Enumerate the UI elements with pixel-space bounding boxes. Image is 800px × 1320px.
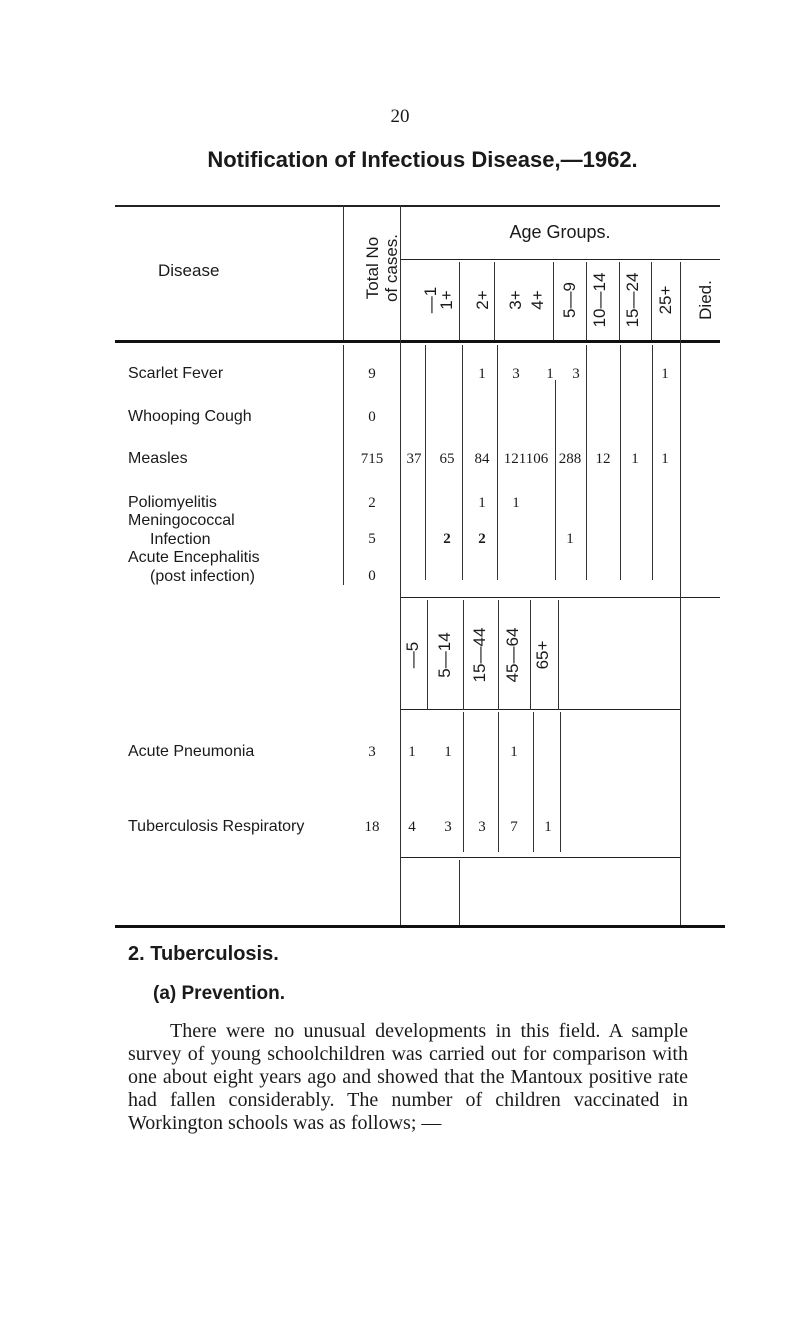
row-label: Acute Pneumonia (128, 743, 255, 760)
col-rule (651, 262, 652, 340)
header-bottom-rule (115, 340, 720, 343)
disease-header: Disease (158, 261, 220, 280)
age-cell: 84 (474, 451, 490, 467)
total-cell: 5 (368, 531, 376, 547)
col-header: 4+ (528, 290, 547, 310)
age-cell: 1 (544, 819, 552, 835)
total-cell: 0 (368, 568, 376, 584)
col-rule (530, 600, 531, 710)
age-cell: 1 (408, 744, 416, 760)
col-rule (498, 600, 499, 710)
age-cell: 121 (503, 451, 527, 467)
page-number: 20 (390, 106, 410, 127)
table-bottom-rule (115, 925, 725, 928)
col-rule (558, 600, 559, 710)
age-cell: 288 (558, 451, 582, 467)
col-header: 15—44 (470, 627, 489, 683)
col-header: 45—64 (503, 627, 522, 683)
total-cell: 3 (368, 744, 376, 760)
age-cell: 65 (439, 451, 455, 467)
col-header: 2+ (473, 290, 492, 310)
total-header-line2: of cases. (382, 233, 401, 303)
table2-header-top-rule (400, 597, 720, 598)
col-rule (555, 380, 556, 580)
total-cell: 0 (368, 409, 376, 425)
age-cell: 4 (408, 819, 416, 835)
age-cell: 1 (661, 366, 669, 382)
age-cell: 2 (478, 531, 486, 547)
row-label: Poliomyelitis (128, 494, 217, 511)
col-rule (459, 860, 460, 925)
row-label: Meningococcal (128, 512, 235, 529)
total-cell: 2 (368, 495, 376, 511)
col-rule (619, 262, 620, 340)
age-cell: 1 (661, 451, 669, 467)
age-cell: 7 (510, 819, 518, 835)
age-cell: 1 (444, 744, 452, 760)
col-rule (586, 262, 587, 340)
row-label: Acute Encephalitis (128, 549, 260, 566)
row-label: Tuberculosis Respiratory (128, 818, 305, 835)
age-cell: 106 (525, 451, 549, 467)
died-col-rule (680, 262, 681, 925)
age-cell: 1 (510, 744, 518, 760)
age-cell: 3 (478, 819, 486, 835)
page-title: Notification of Infectious Disease,—1962. (207, 147, 638, 172)
age-groups-rule (400, 259, 720, 260)
col-header: 25+ (656, 285, 675, 315)
age-cell: 1 (546, 366, 554, 382)
age-cell: 1 (566, 531, 574, 547)
age-cell: 1 (478, 495, 486, 511)
age-cell: 3 (444, 819, 452, 835)
col-header: 1+ (437, 290, 456, 310)
age-groups-header: Age Groups. (509, 222, 611, 242)
table-top-rule (115, 205, 720, 207)
total-cell: 9 (368, 366, 376, 382)
section-heading: 2. Tuberculosis. (128, 943, 279, 965)
row-label: Measles (128, 450, 188, 467)
age-cell: 3 (572, 366, 580, 382)
total-header-line1: Total No (363, 236, 382, 300)
col-rule (494, 262, 495, 340)
col-rule (427, 600, 428, 710)
row-label: Infection (150, 531, 211, 548)
age-cell: 1 (512, 495, 520, 511)
table2-bottom-rule (400, 857, 680, 858)
total-cell: 715 (360, 451, 384, 467)
row-label: Scarlet Fever (128, 365, 224, 382)
col-header: —1 (421, 286, 440, 314)
col-header: 15—24 (623, 272, 642, 328)
col-rule (459, 262, 460, 340)
col-rule (553, 262, 554, 340)
total-col-left-rule (343, 205, 344, 340)
age-cell: 1 (631, 451, 639, 467)
age-cell: 37 (406, 451, 422, 467)
col-header: 65+ (533, 640, 552, 670)
col-header: 3+ (506, 290, 525, 310)
age-cell: 1 (478, 366, 486, 382)
body-left-rule (343, 345, 344, 585)
row-label: Whooping Cough (128, 408, 252, 425)
age-cell: 12 (595, 451, 611, 467)
age-cell: 2 (443, 531, 451, 547)
col-header: 5—9 (560, 282, 579, 318)
col-header: 10—14 (590, 272, 609, 328)
subsection-heading: (a) Prevention. (153, 983, 285, 1004)
col-header: —5 (403, 641, 422, 669)
body-paragraph: There were no unusual developments in this field. A sample survey of young schoolchildren was carried out for comparison with one about eight years ago and showed that the Mantoux positive rate had fallen considerably. The number of children vaccinated in Workington schools was as follows; — (128, 1020, 688, 1134)
col-header: 5—14 (435, 632, 454, 678)
col-rule (463, 600, 464, 710)
col-header: Died. (696, 280, 715, 320)
table2-header-bottom-rule (400, 709, 680, 710)
age-cell: 3 (512, 366, 520, 382)
row-label: (post infection) (150, 568, 255, 585)
total-cell: 18 (364, 819, 380, 835)
